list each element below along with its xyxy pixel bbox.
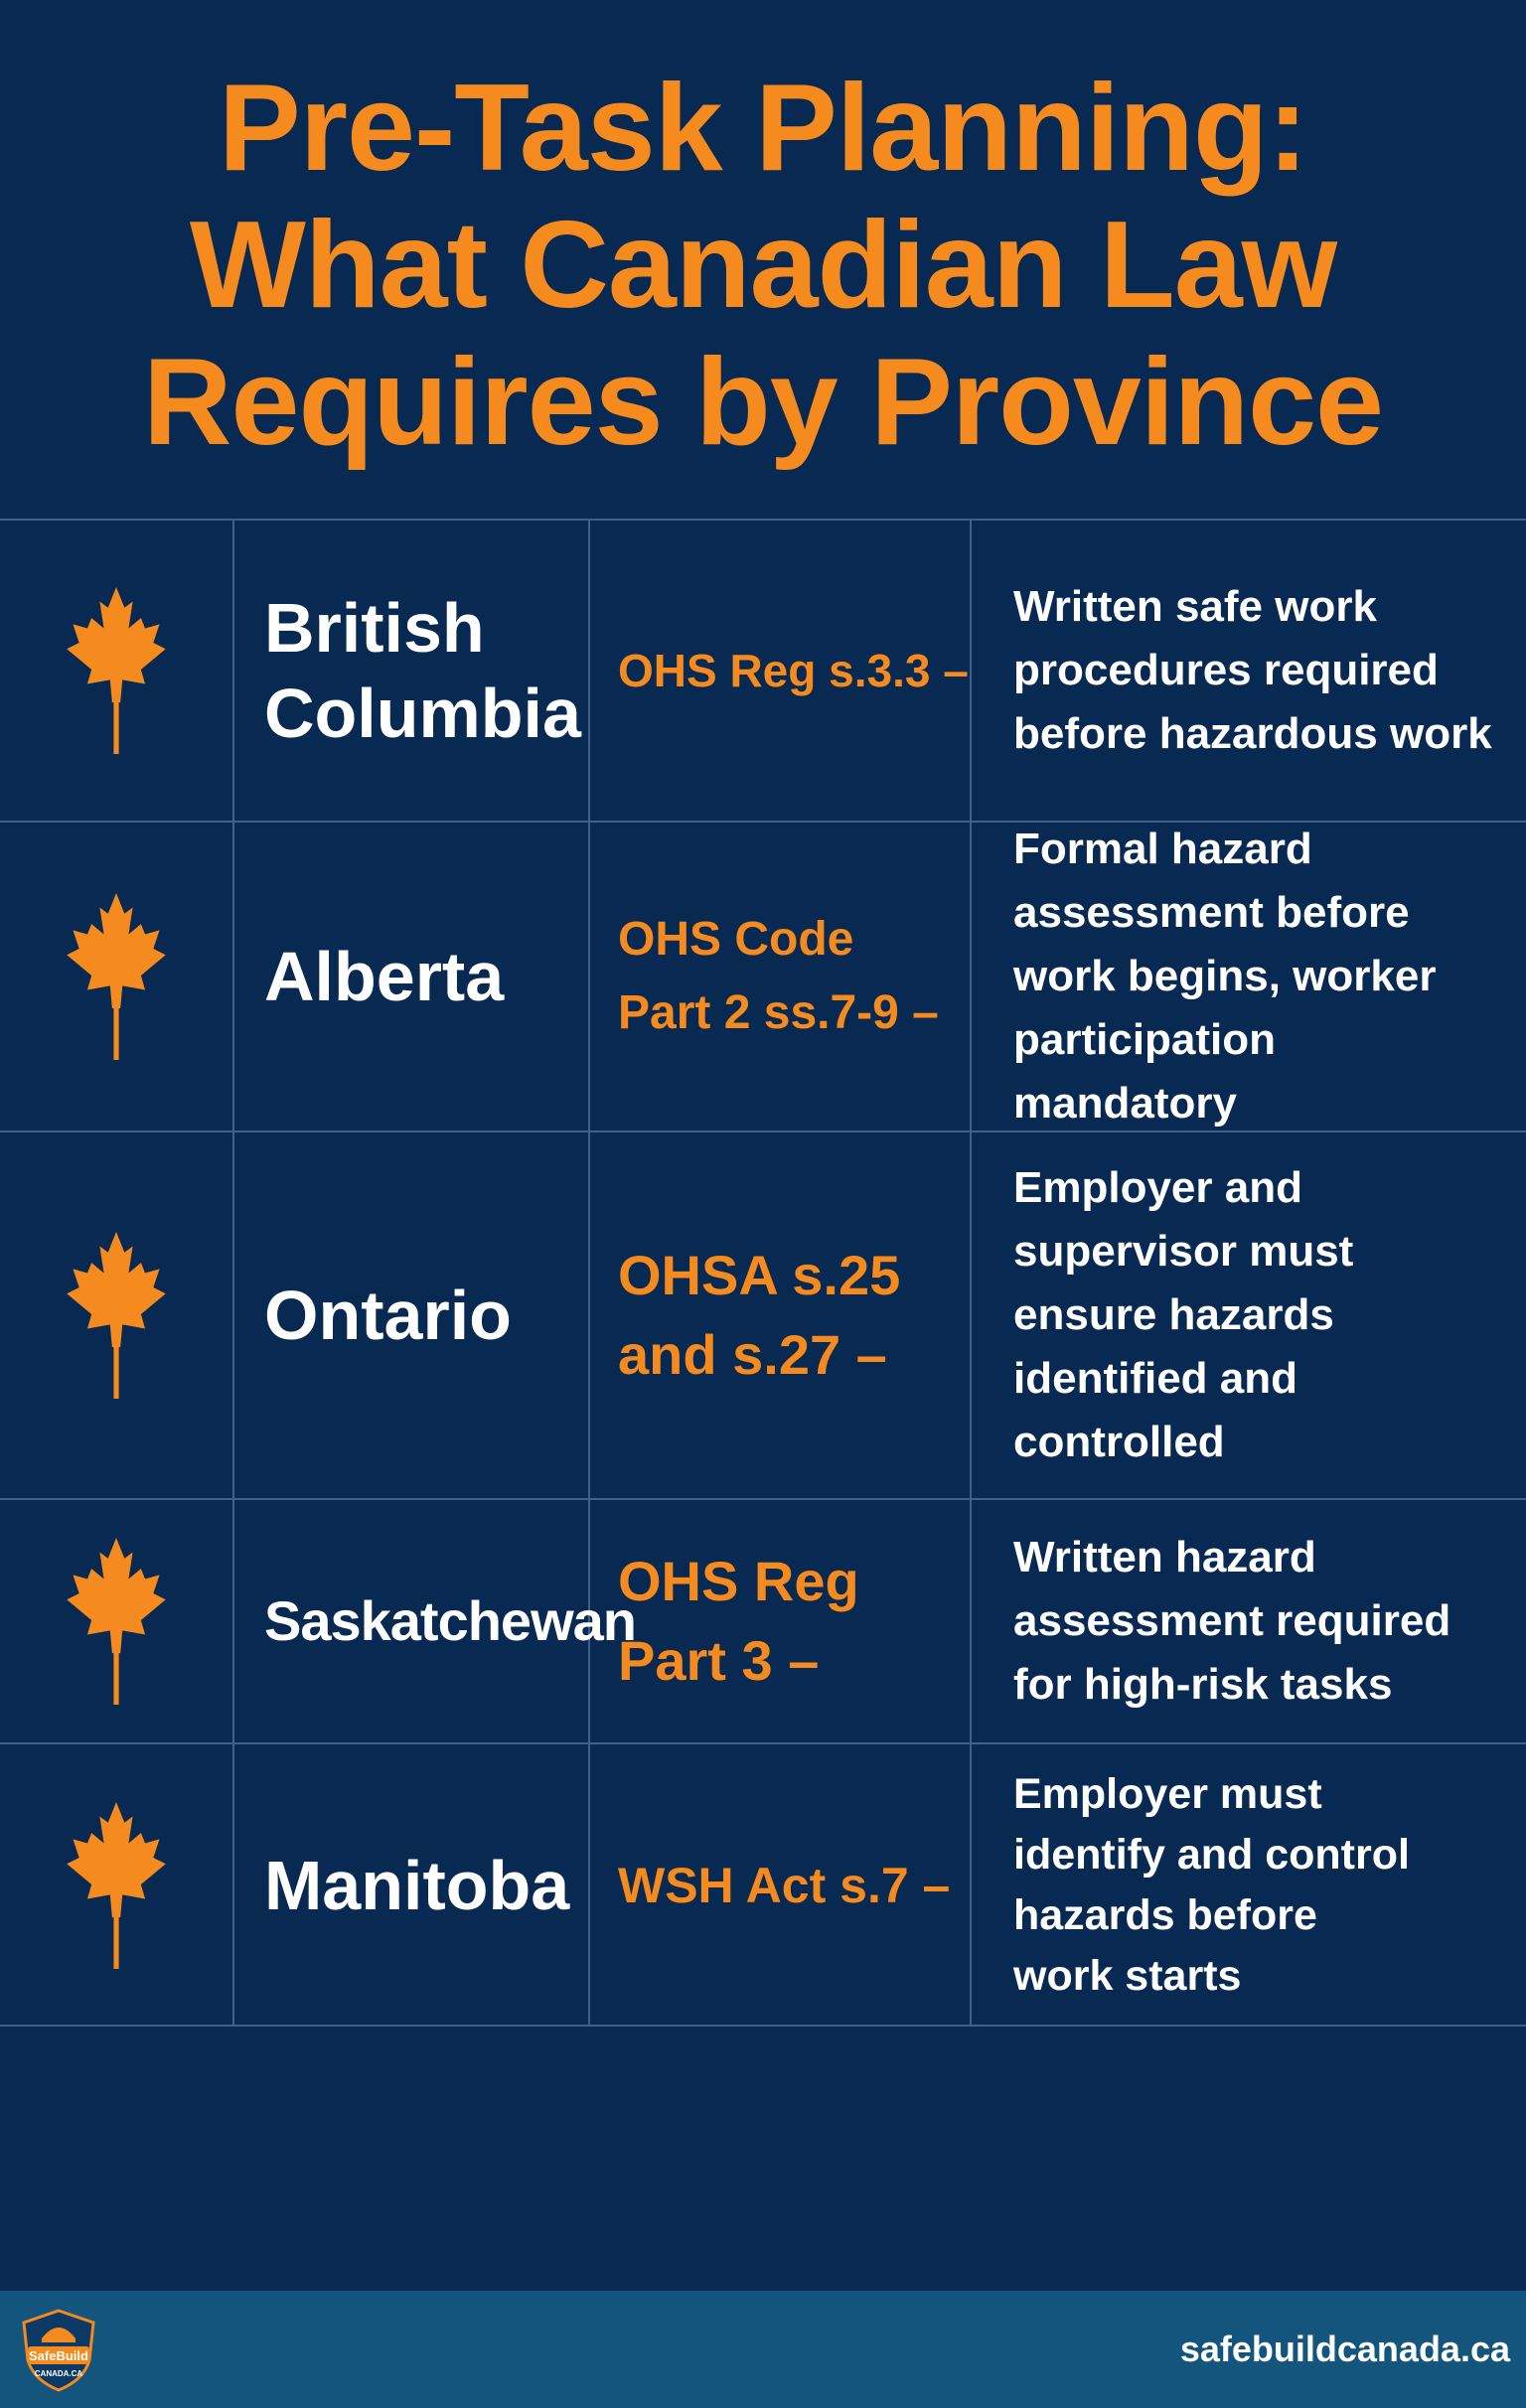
title-line-2: What Canadian Law: [189, 197, 1337, 334]
requirement-cell: [972, 1500, 1526, 1742]
province-name: Saskatchewan: [264, 1589, 636, 1652]
province-cell: [234, 1500, 636, 1742]
footer-url[interactable]: safebuildcanada.ca: [1179, 2329, 1510, 2369]
province-cell: [234, 1744, 590, 2027]
province-cell: [234, 1132, 590, 1498]
requirement-cell: [972, 1132, 1526, 1498]
icon-cell: [0, 1744, 234, 2027]
province-cell: [234, 521, 590, 821]
law-reference: OHS Code Part 2 ss.7-9 –: [618, 913, 939, 1039]
page-title: [0, 60, 1526, 471]
table-row: [0, 521, 1526, 821]
requirement-text: Written hazard assessment required for high-risk tasks: [1013, 1533, 1451, 1709]
law-cell: [590, 1500, 972, 1742]
requirement-cell: [972, 1744, 1526, 2027]
logo-text: SafeBuild: [29, 2348, 88, 2363]
province-name: Alberta: [264, 938, 505, 1015]
table-row: [0, 1498, 1526, 1742]
law-cell: [590, 1132, 972, 1498]
law-reference: OHSA s.25 and s.27 –: [618, 1244, 901, 1386]
law-cell: [590, 521, 972, 821]
law-reference: OHS Reg Part 3 –: [618, 1550, 859, 1692]
icon-cell: [0, 1500, 234, 1742]
table-row: [0, 1742, 1526, 2027]
requirement-text: Employer and supervisor must ensure hazards identified and controlled: [1013, 1163, 1354, 1466]
province-name: Ontario: [264, 1277, 512, 1354]
maple-leaf-icon: [65, 893, 168, 1060]
maple-leaf-icon: [65, 587, 168, 754]
icon-cell: [0, 1132, 234, 1498]
logo-subtext: CANADA.CA: [34, 2369, 83, 2378]
maple-leaf-icon: [65, 1538, 168, 1705]
province-table: [0, 519, 1526, 2027]
province-cell: [234, 823, 590, 1130]
icon-cell: [0, 521, 234, 821]
requirement-cell: [972, 521, 1526, 821]
footer-bar: [0, 2291, 1526, 2408]
title-line-1: Pre-Task Planning:: [219, 60, 1307, 197]
maple-leaf-icon: [65, 1802, 168, 1969]
requirement-text: Employer must identify and control hazards before work starts: [1013, 1770, 1410, 2000]
requirement-text: Formal hazard assessment before work begins, worker participation mandatory: [1013, 825, 1437, 1128]
title-line-3: Requires by Province: [142, 334, 1384, 471]
requirement-cell: [972, 823, 1526, 1130]
province-name: Manitoba: [264, 1847, 570, 1924]
table-row: [0, 1130, 1526, 1498]
maple-leaf-icon: [65, 1232, 168, 1399]
law-cell: [590, 1744, 972, 2027]
law-reference: WSH Act s.7 –: [618, 1858, 951, 1913]
icon-cell: [0, 823, 234, 1130]
safebuild-logo: [14, 2305, 103, 2394]
province-name: British Columbia: [264, 589, 581, 752]
requirement-text: Written safe work procedures required before hazardous work: [1013, 582, 1492, 758]
table-row: [0, 821, 1526, 1130]
law-cell: [590, 823, 972, 1130]
law-reference: OHS Reg s.3.3 –: [618, 645, 969, 696]
